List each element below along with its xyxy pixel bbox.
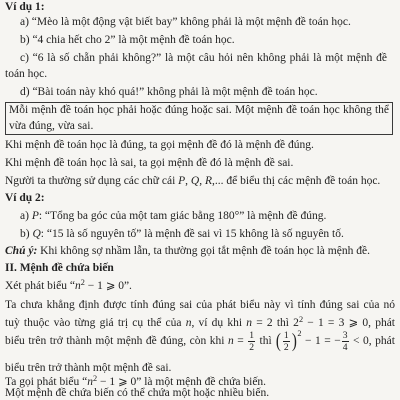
definition-box: Mỗi mệnh đề toán học phải hoặc đúng hoặc sai. Một mệnh đề toán học không thể vừa đúng, vừa sai. bbox=[5, 102, 393, 135]
note-label: Chú ý: bbox=[5, 245, 38, 257]
parenthesis: ) bbox=[291, 330, 297, 353]
text-run: : “15 là số nguyên tố” là mệnh đề sai vì 15 không là số nguyên tố. bbox=[40, 228, 344, 240]
example-2-item-a bbox=[5, 208, 395, 225]
text-run: − 1 ⩾ 0”. bbox=[84, 280, 132, 292]
false-statement-definition: Khi mệnh đề toán học là sai, ta gọi mệnh đề đó là mệnh đề sai. bbox=[5, 157, 294, 169]
math-variable: Q bbox=[32, 228, 41, 240]
text-run: a) bbox=[20, 210, 32, 222]
math-variable: n bbox=[246, 317, 253, 329]
fraction-numerator: 1 bbox=[249, 329, 254, 341]
text-run: − 1 = 3 ⩾ 0, phát bbox=[303, 317, 395, 329]
text-run: < 0, phát bbox=[349, 335, 395, 347]
consider-statement bbox=[5, 278, 395, 295]
section-2-heading: II. Mệnh đề chứa biến bbox=[5, 262, 114, 274]
parenthesis: ( bbox=[276, 330, 282, 353]
text-run: Người ta thường sử dụng các chữ cái bbox=[5, 175, 179, 187]
example-1-heading: Ví dụ 1: bbox=[5, 1, 45, 13]
text-run: , bbox=[199, 175, 205, 187]
text-run: − 1 = − bbox=[301, 335, 341, 347]
math-variable: P bbox=[31, 210, 39, 222]
example-2-item-b bbox=[5, 226, 395, 243]
example-1-item-c: c) “6 là số chẵn phải không?” là một câu hỏi nên không phải là một mệnh đề toán học. bbox=[5, 52, 387, 80]
true-statement-definition: Khi mệnh đề toán học là đúng, ta gọi mệnh đề đó là mệnh đề đúng. bbox=[5, 139, 314, 151]
text-run: tuỳ thuộc vào từng giá trị cụ thể của bbox=[5, 317, 186, 329]
text-run: = bbox=[233, 335, 248, 347]
text-run: − 1 ⩾ 0” là một mệnh đề chứa biến. bbox=[97, 376, 267, 388]
text-run: b) bbox=[20, 228, 33, 240]
text-run: biểu trên trở thành một mệnh đề đúng, còn khi bbox=[5, 335, 228, 347]
math-variable: n bbox=[185, 317, 192, 329]
text-run: thì bbox=[256, 335, 276, 347]
superscript: 2 bbox=[80, 278, 85, 288]
fraction bbox=[342, 330, 349, 353]
text-run: Ta gọi phát biểu “ bbox=[5, 376, 88, 388]
superscript: 2 bbox=[297, 329, 302, 339]
math-variable: n bbox=[227, 335, 234, 347]
note bbox=[5, 243, 395, 260]
fraction-numerator: 3 bbox=[342, 329, 348, 341]
text-run: Ta chưa khẳng định được tính đúng sai của phát biểu này vì tính đúng sai của nó bbox=[5, 299, 395, 311]
superscript: 2 bbox=[92, 374, 98, 384]
fraction-denominator: 2 bbox=[249, 341, 254, 353]
math-variable: Q bbox=[190, 175, 200, 187]
fraction-denominator: 4 bbox=[342, 341, 348, 353]
example-2-heading: Ví dụ 2: bbox=[5, 192, 45, 204]
text-run: = 2 thì 2 bbox=[252, 317, 299, 329]
text-run: , ví dụ khi bbox=[191, 317, 247, 329]
superscript: 2 bbox=[298, 315, 304, 325]
notation-sentence bbox=[5, 173, 395, 190]
math-variable: n bbox=[74, 280, 81, 292]
math-variable: n bbox=[87, 376, 93, 388]
text-run: : “Tổng ba góc của một tam giác bằng 180°” là mệnh đề đúng. bbox=[38, 210, 327, 222]
note-text: Khi không sợ nhầm lẫn, ta thường gọi tắt mệnh đề toán học là mệnh đề. bbox=[37, 245, 370, 257]
text-run: , bbox=[185, 175, 191, 187]
multi-variable-sentence: Một mệnh đề chứa biến có thể chứa một hoặc nhiều biến. bbox=[5, 387, 270, 399]
text-run: biểu trên trở thành một mệnh đề sai. bbox=[5, 362, 172, 374]
example-1-item-b: b) “4 chia hết cho 2” là một mệnh đề toán học. bbox=[20, 34, 235, 46]
explanation-line-3 bbox=[5, 327, 395, 355]
example-1-item-d: d) “Bài toán này khó quá!” không phải là một mệnh đề toán học. bbox=[20, 86, 318, 98]
fraction-denominator: 2 bbox=[283, 341, 289, 353]
fraction bbox=[283, 330, 290, 353]
fraction-numerator: 1 bbox=[283, 329, 289, 341]
math-variable: R bbox=[204, 175, 213, 187]
fraction bbox=[248, 330, 255, 353]
math-variable: P bbox=[178, 175, 186, 187]
explanation-line-1 bbox=[5, 297, 395, 314]
text-run: Xét phát biểu “ bbox=[5, 280, 75, 292]
text-run: ,... để biểu thị các mệnh đề toán học. bbox=[212, 175, 381, 187]
example-1-item-a: a) “Mèo là một động vật biết bay” không phải là một mệnh đề toán học. bbox=[20, 16, 351, 28]
